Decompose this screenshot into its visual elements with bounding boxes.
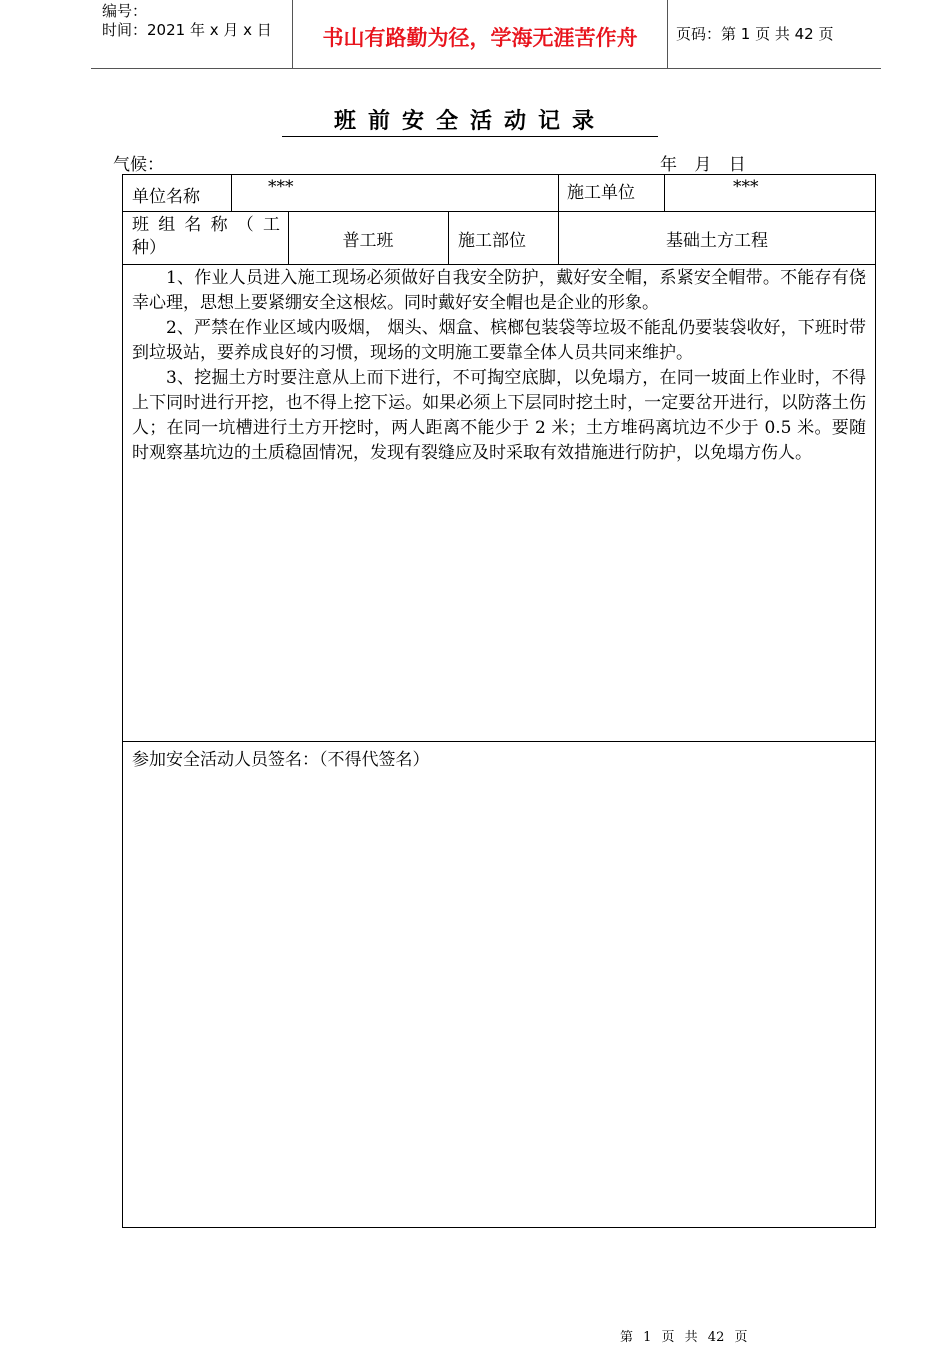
safety-content	[132, 266, 866, 466]
safety-item: 1、作业人员进入施工现场必须做好自我安全防护，戴好安全帽，系紧安全帽带。不能存有侥幸心理，思想上要紧绷安全这根炫。同时戴好安全帽也是企业的形象。	[132, 268, 866, 313]
record-form	[122, 174, 876, 1228]
header-left	[91, 0, 292, 68]
team-name-label: 班 组 名 称 （ 工种）	[132, 215, 280, 258]
construction-unit-value: ***	[733, 177, 759, 197]
unit-name-label: 单位名称	[132, 187, 200, 207]
row-divider	[123, 211, 875, 212]
column-divider	[558, 175, 559, 211]
header-page-number: 页码：第 1 页 共 42 页	[676, 25, 834, 43]
number-label: 编号：	[102, 2, 148, 20]
construction-unit-label: 施工单位	[567, 183, 635, 203]
weather-label: 气候：	[113, 155, 164, 175]
page-header	[91, 0, 881, 69]
slogan: 书山有路勤为径，学海无涯苦作舟	[322, 26, 638, 50]
header-center	[292, 0, 668, 68]
team-name-value: 普工班	[342, 231, 394, 251]
column-divider	[231, 175, 232, 211]
safety-item: 2、严禁在作业区域内吸烟， 烟头、烟盒、槟榔包装袋等垃圾不能乱仍要装袋收好，下班时带到垃圾站，要养成良好的习惯，现场的文明施工要靠全体人员共同来维护。	[132, 318, 866, 363]
safety-item: 3、挖掘土方时要注意从上而下进行，不可掏空底脚，以免塌方，在同一坡面上作业时，不得上下同时进行开挖，也不得上挖下运。如果必须上下层同时挖土时，一定要岔开进行，以防落土伤人；在同一坑槽进行土方开挖时，两人距离不能少于 2 米；土方堆码离坑边不少于 0.5 米。要随时观察基坑边的土质稳固情况，发现有裂缝应及时采取有效措施进行防护，以免塌方伤人。	[132, 368, 866, 463]
footer-page-number: 第 1 页 共 42 页	[620, 1330, 748, 1345]
document-title: 班前安全活动记录	[282, 108, 658, 137]
signature-label: 参加安全活动人员签名：（不得代签名）	[132, 750, 430, 770]
unit-name-value: ***	[268, 177, 294, 197]
column-divider	[448, 211, 449, 264]
date-label: 年 月 日	[660, 155, 746, 175]
construction-part-label: 施工部位	[458, 231, 526, 251]
construction-part-value: 基础土方工程	[666, 231, 768, 251]
row-divider	[123, 264, 875, 265]
column-divider	[664, 175, 665, 211]
row-divider	[123, 741, 875, 742]
time-label: 时间：2021 年 x 月 x 日	[102, 21, 272, 39]
